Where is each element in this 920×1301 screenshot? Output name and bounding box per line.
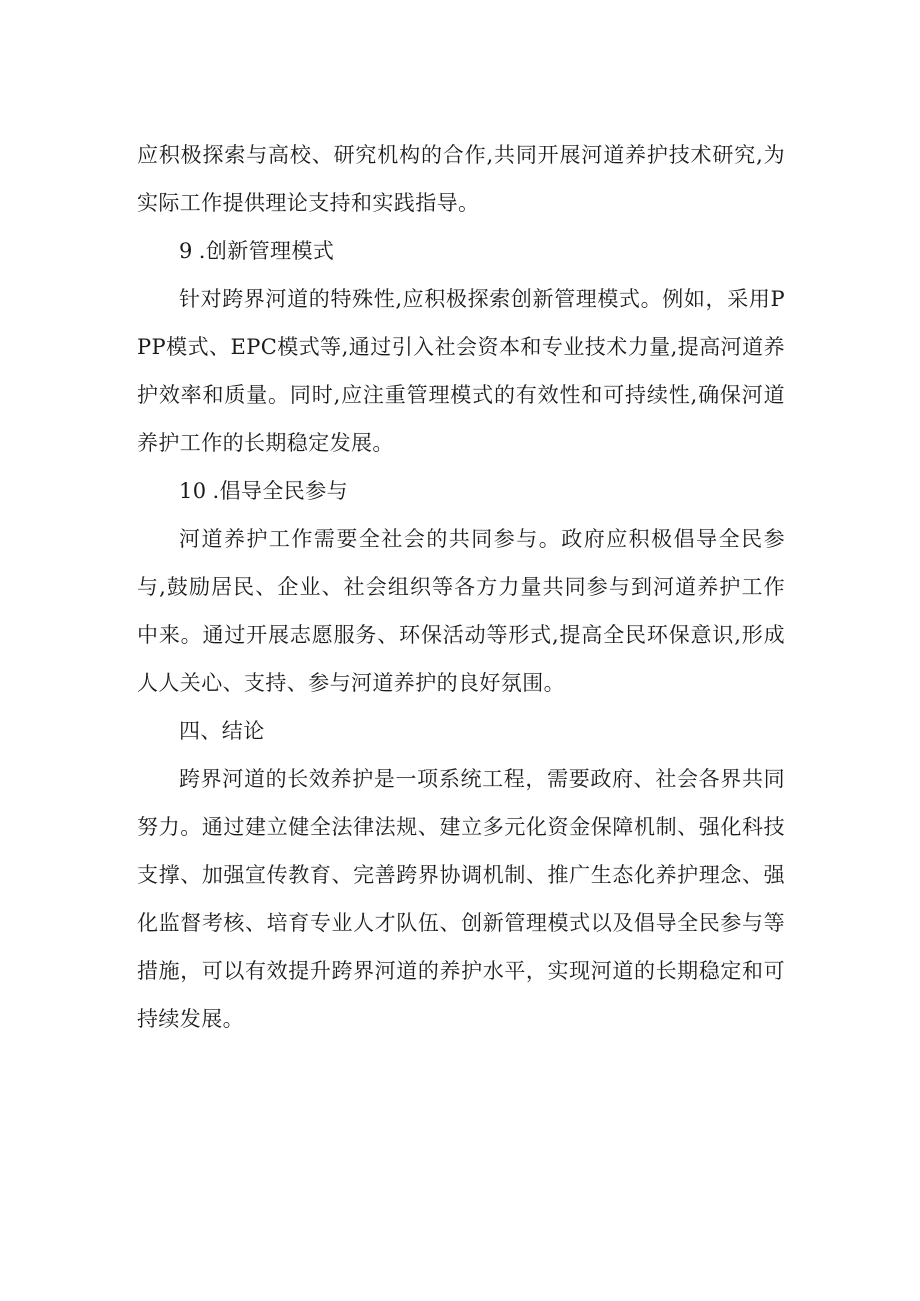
- section-number: 10: [179, 479, 207, 503]
- paragraph-conclusion: 跨界河道的长效养护是一项系统工程，需要政府、社会各界共同努力。通过建立健全法律法规、建立多元化资金保障机制、强化科技支撑、加强宣传教育、完善跨界协调机制、推广生态化养护理念、强化监督考核、培育专业人才队伍、创新管理模式以及倡导全民参与等措施，可以有效提升跨界河道的养护水平，实现河道的长期稳定和可持续发展。: [137, 767, 785, 1031]
- paragraph-research-cooperation: 应积极探索与高校、研究机构的合作,共同开展河道养护技术研究,为实际工作提供理论支持和实践指导。: [137, 143, 785, 215]
- section-title: .创新管理模式: [198, 239, 335, 263]
- section-heading-10: [137, 467, 785, 515]
- document-body: [137, 131, 785, 1043]
- section-title: .倡导全民参与: [212, 479, 349, 503]
- paragraph-management-mode: 针对跨界河道的特殊性,应积极探索创新管理模式。例如，采用PPP模式、EPC模式等,通过引入社会资本和专业技术力量,提高河道养护效率和质量。同时,应注重管理模式的有效性和可持续性,确保河道养护工作的长期稳定发展。: [137, 287, 785, 455]
- paragraph-public-participation: 河道养护工作需要全社会的共同参与。政府应积极倡导全民参与,鼓励居民、企业、社会组织等各方力量共同参与到河道养护工作中来。通过开展志愿服务、环保活动等形式,提高全民环保意识,形成人人关心、支持、参与河道养护的良好氛围。: [137, 527, 785, 695]
- section-number: 9: [179, 239, 193, 263]
- section-heading-conclusion: 四、结论: [179, 719, 265, 743]
- section-heading-9: [137, 227, 785, 275]
